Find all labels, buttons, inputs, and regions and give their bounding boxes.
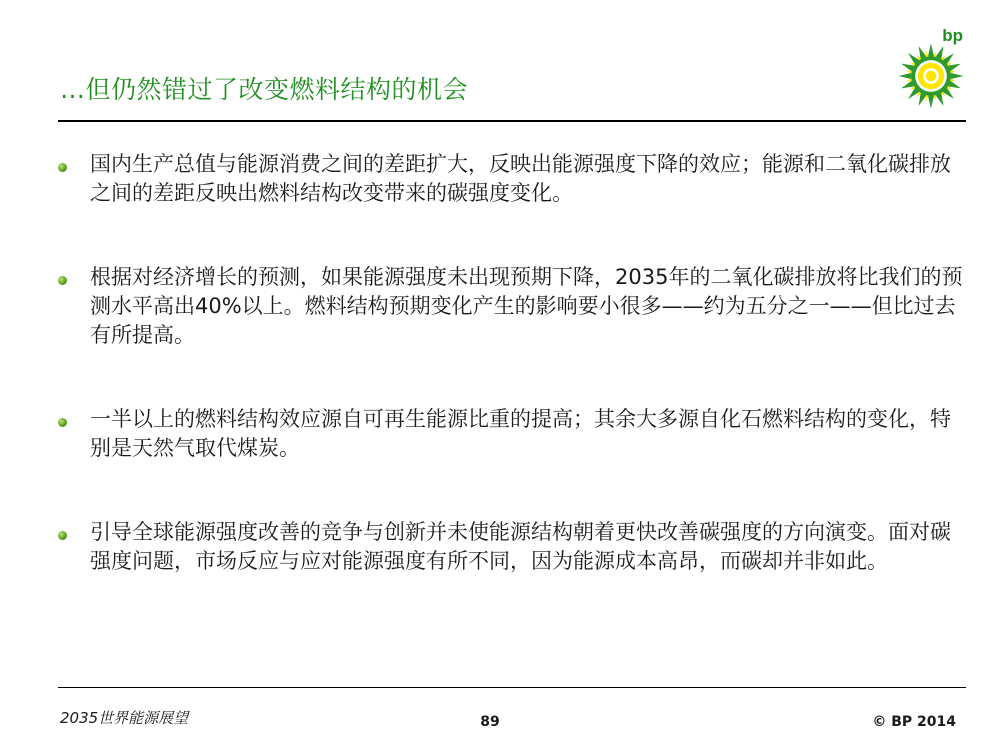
bullet-dot-icon <box>58 531 67 540</box>
footer-publication: 2035世界能源展望 <box>60 709 189 727</box>
bullet-dot-icon <box>58 276 67 285</box>
bullet-dot-icon <box>58 163 67 172</box>
bp-logo-text: bp <box>942 26 963 45</box>
bullet-list <box>58 150 963 576</box>
page-number: 89 <box>480 714 500 730</box>
bp-helios-icon <box>898 43 964 109</box>
bullet-item <box>58 518 963 576</box>
header-divider <box>58 120 966 122</box>
bp-logo <box>898 26 966 110</box>
copyright: © BP 2014 <box>872 714 956 730</box>
bullet-item <box>58 263 963 350</box>
bullet-item <box>58 405 963 463</box>
footer-divider <box>58 687 966 688</box>
bullet-text: 根据对经济增长的预测，如果能源强度未出现预期下降，2035年的二氧化碳排放将比我们的预测水平高出40%以上。燃料结构预期变化产生的影响要小很多——约为五分之一——但比过去有所提高。 <box>90 265 963 347</box>
bullet-text: 引导全球能源强度改善的竞争与创新并未使能源结构朝着更快改善碳强度的方向演变。面对碳强度问题，市场反应与应对能源强度有所不同，因为能源成本高昂，而碳却并非如此。 <box>90 520 951 573</box>
slide-title: …但仍然错过了改变燃料结构的机会 <box>60 75 469 104</box>
bullet-dot-icon <box>58 418 67 427</box>
bullet-text: 一半以上的燃料结构效应源自可再生能源比重的提高；其余大多源自化石燃料结构的变化，特别是天然气取代煤炭。 <box>90 407 951 460</box>
bullet-item <box>58 150 963 208</box>
bullet-text: 国内生产总值与能源消费之间的差距扩大，反映出能源强度下降的效应；能源和二氧化碳排放之间的差距反映出燃料结构改变带来的碳强度变化。 <box>90 152 951 205</box>
